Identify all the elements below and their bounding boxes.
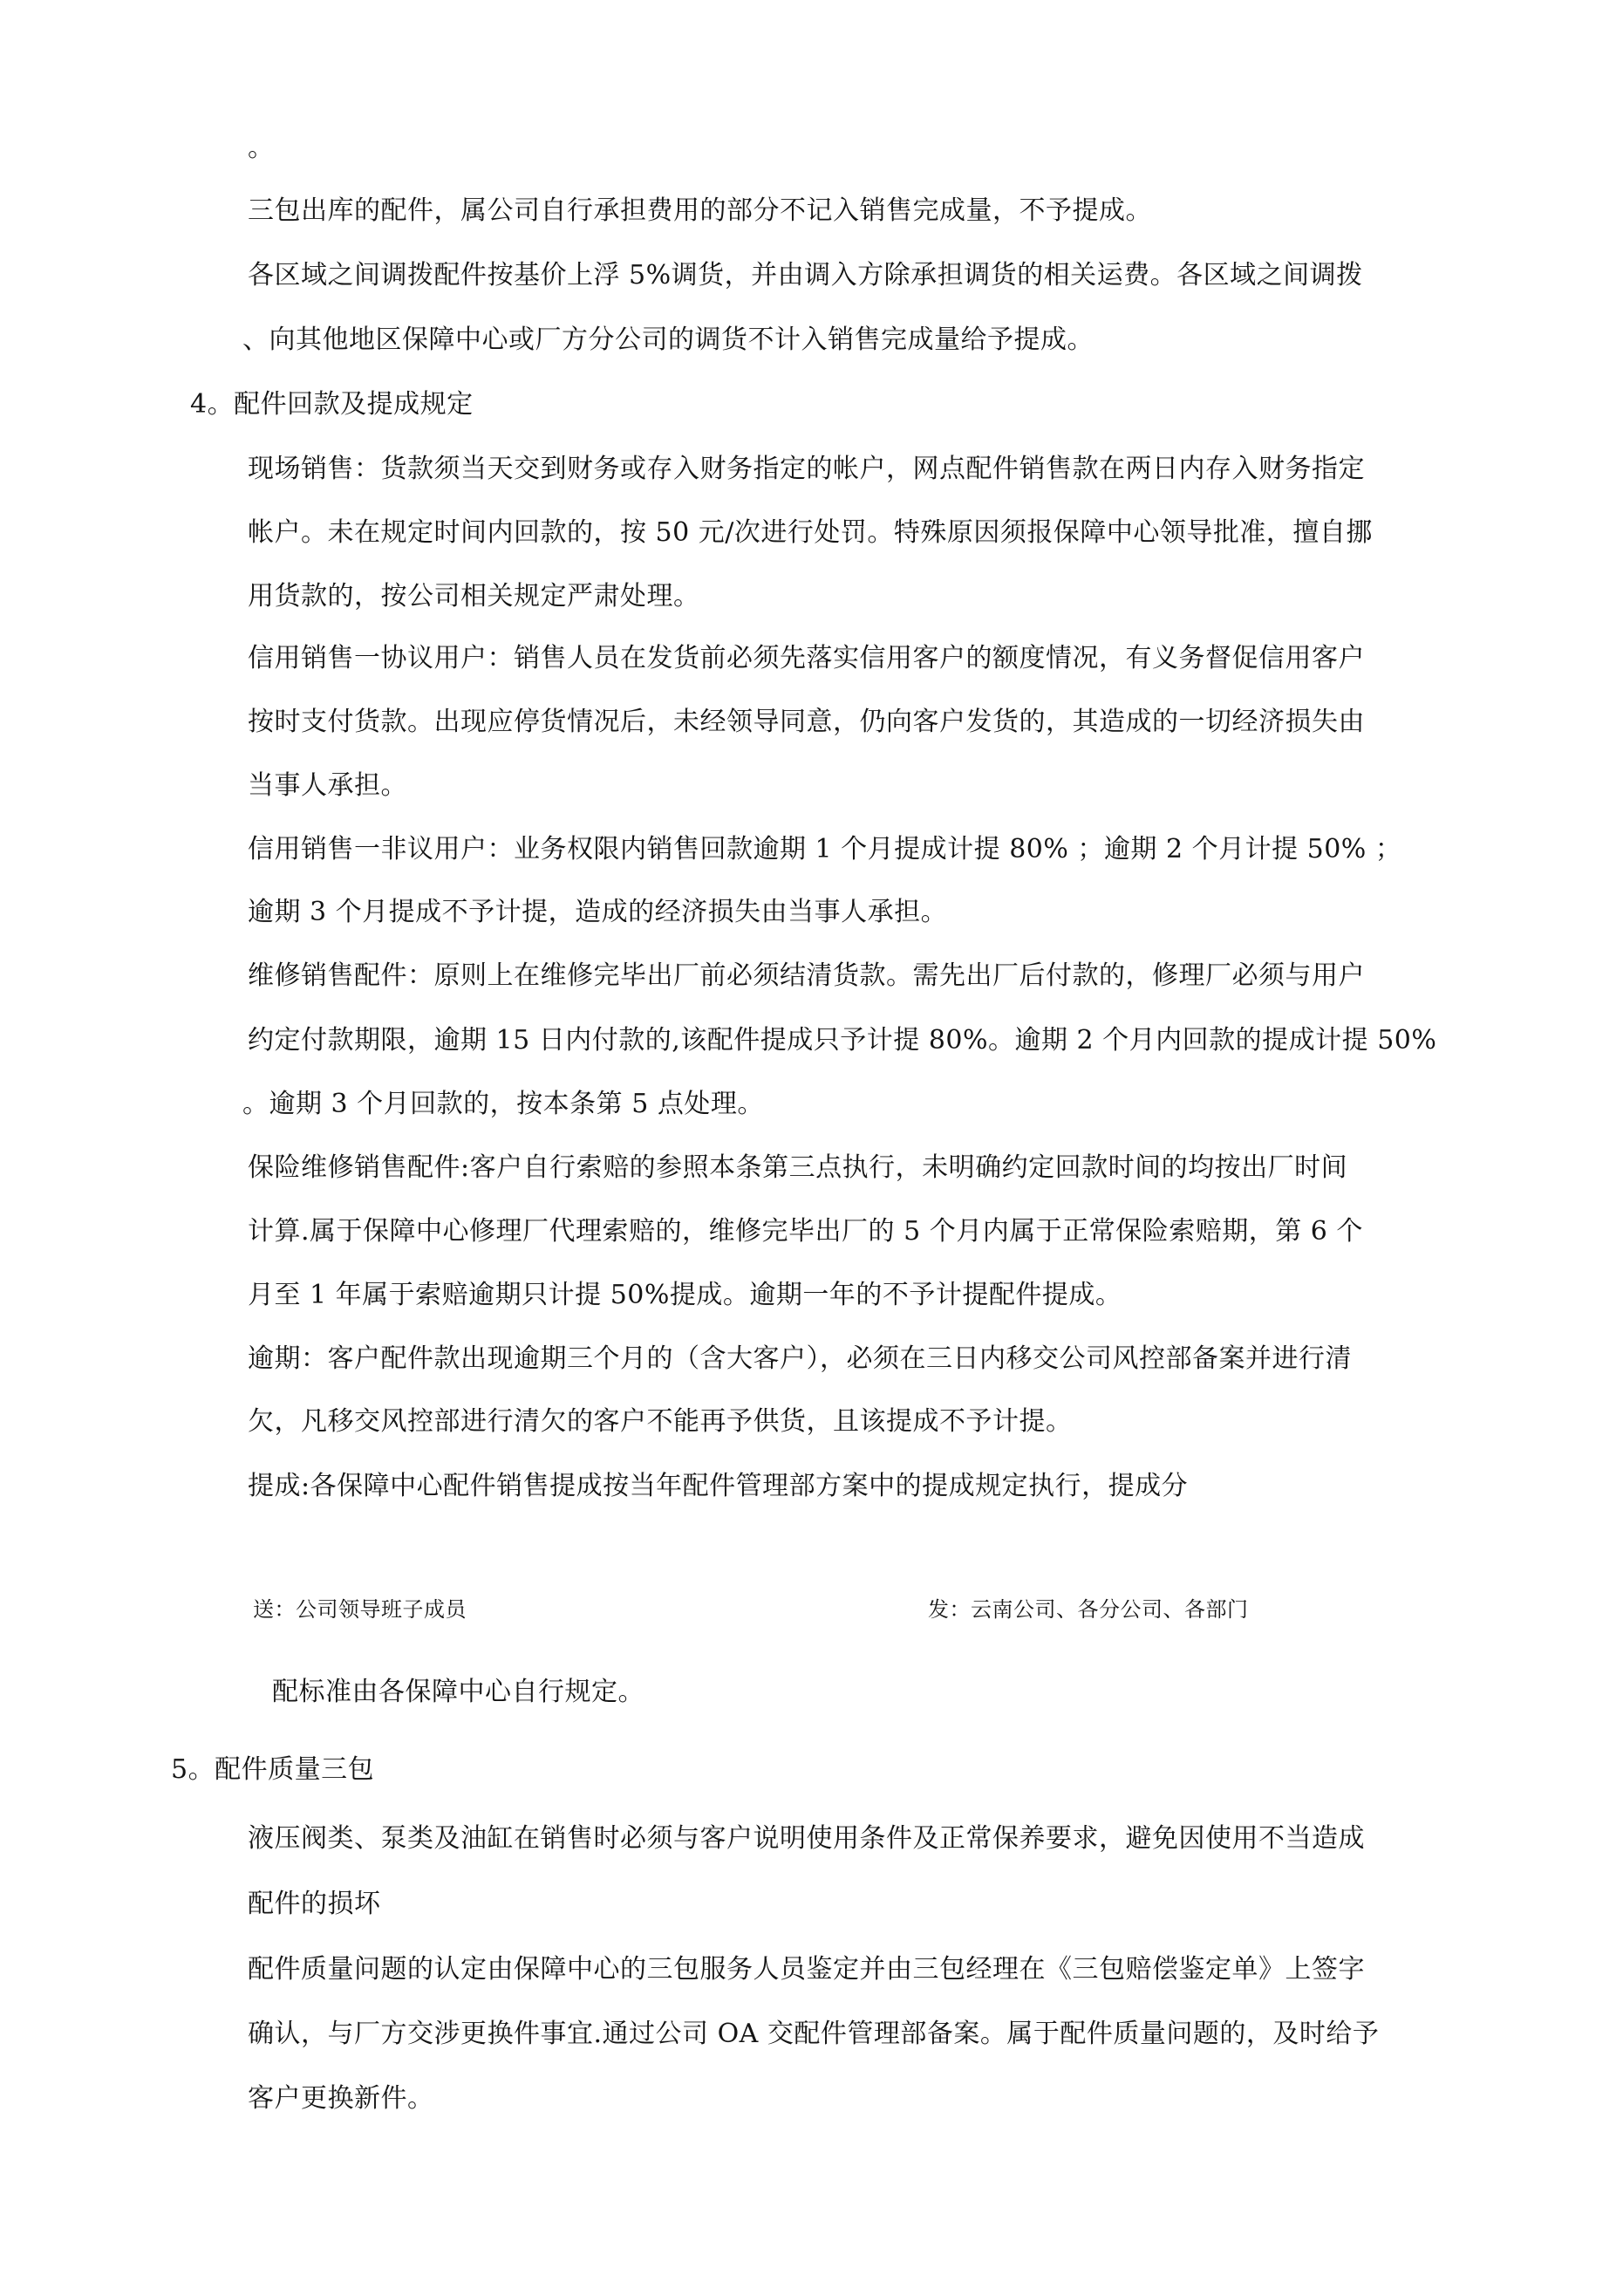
text-line: 确认，与厂方交涉更换件事宜.通过公司 OA 交配件管理部备案。属于配件质量问题的，及时给予 bbox=[248, 2019, 1380, 2049]
text-line: 配标准由各保障中心自行规定。 bbox=[272, 1677, 644, 1707]
text-line: 信用销售一非议用户：业务权限内销售回款逾期 1 个月提成计提 80% ；逾期 2 个月计提 50% ； bbox=[248, 834, 1402, 864]
text-line: 配件的损坏 bbox=[248, 1889, 381, 1919]
text-line: 帐户。未在规定时间内回款的，按 50 元/次进行处罚。特殊原因须报保障中心领导批准，擅自挪 bbox=[248, 517, 1373, 548]
text-line: 三包出库的配件，属公司自行承担费用的部分不记入销售完成量，不予提成。 bbox=[248, 195, 1152, 226]
text-line: 欠，凡移交风控部进行清欠的客户不能再予供货，且该提成不予计提。 bbox=[248, 1406, 1073, 1437]
distribution-recipients: 送：公司领导班子成员 bbox=[253, 1597, 467, 1622]
text-line: 配件质量问题的认定由保障中心的三包服务人员鉴定并由三包经理在《三包赔偿鉴定单》上签字 bbox=[248, 1954, 1365, 1985]
text-line: 、向其他地区保障中心或厂方分公司的调货不计入销售完成量给予提成。 bbox=[242, 325, 1094, 355]
section-heading: 4。配件回款及提成规定 bbox=[190, 389, 474, 420]
text-line: 当事人承担。 bbox=[248, 770, 407, 801]
text-line: 维修销售配件：原则上在维修完毕出厂前必须结清货款。需先出厂后付款的，修理厂必须与用户 bbox=[248, 960, 1365, 991]
text-line: 逾期：客户配件款出现逾期三个月的（含大客户），必须在三日内移交公司风控部备案并进行清 bbox=[248, 1343, 1352, 1374]
text-line: 按时支付货款。出现应停货情况后，未经领导同意，仍向客户发货的，其造成的一切经济损失由 bbox=[248, 707, 1365, 737]
text-line: 逾期 3 个月提成不予计提，造成的经济损失由当事人承担。 bbox=[248, 897, 948, 927]
text-line: 提成:各保障中心配件销售提成按当年配件管理部方案中的提成规定执行，提成分 bbox=[248, 1471, 1189, 1501]
text-line: 客户更换新件。 bbox=[248, 2083, 434, 2114]
text-line: 月至 1 年属于索赔逾期只计提 50%提成。逾期一年的不予计提配件提成。 bbox=[248, 1280, 1122, 1310]
text-line: 保险维修销售配件:客户自行索赔的参照本条第三点执行，未明确约定回款时间的均按出厂时间 bbox=[248, 1152, 1348, 1183]
text-line: 液压阀类、泵类及油缸在销售时必须与客户说明使用条件及正常保养要求，避免因使用不当造成 bbox=[248, 1823, 1365, 1854]
distribution-senders: 发：云南公司、各分公司、各部门 bbox=[928, 1597, 1249, 1622]
text-line: 现场销售：货款须当天交到财务或存入财务指定的帐户，网点配件销售款在两日内存入财务指定 bbox=[248, 454, 1365, 484]
text-line: 用货款的，按公司相关规定严肃处理。 bbox=[248, 581, 700, 612]
text-line: 约定付款期限，逾期 15 日内付款的,该配件提成只予计提 80%。逾期 2 个月内回款的提成计提 50% bbox=[248, 1025, 1437, 1056]
text-line: 各区域之间调拨配件按基价上浮 5%调货，并由调入方除承担调货的相关运费。各区域之间调拨 bbox=[248, 260, 1363, 290]
text-line: 。 bbox=[248, 133, 275, 163]
section-heading: 5。配件质量三包 bbox=[171, 1754, 375, 1785]
text-line: 信用销售一协议用户：销售人员在发货前必须先落实信用客户的额度情况，有义务督促信用客户 bbox=[248, 643, 1365, 673]
text-line: 。逾期 3 个月回款的，按本条第 5 点处理。 bbox=[242, 1089, 764, 1119]
text-line: 计算.属于保障中心修理厂代理索赔的，维修完毕出厂的 5 个月内属于正常保险索赔期，第 6 个 bbox=[248, 1216, 1363, 1247]
